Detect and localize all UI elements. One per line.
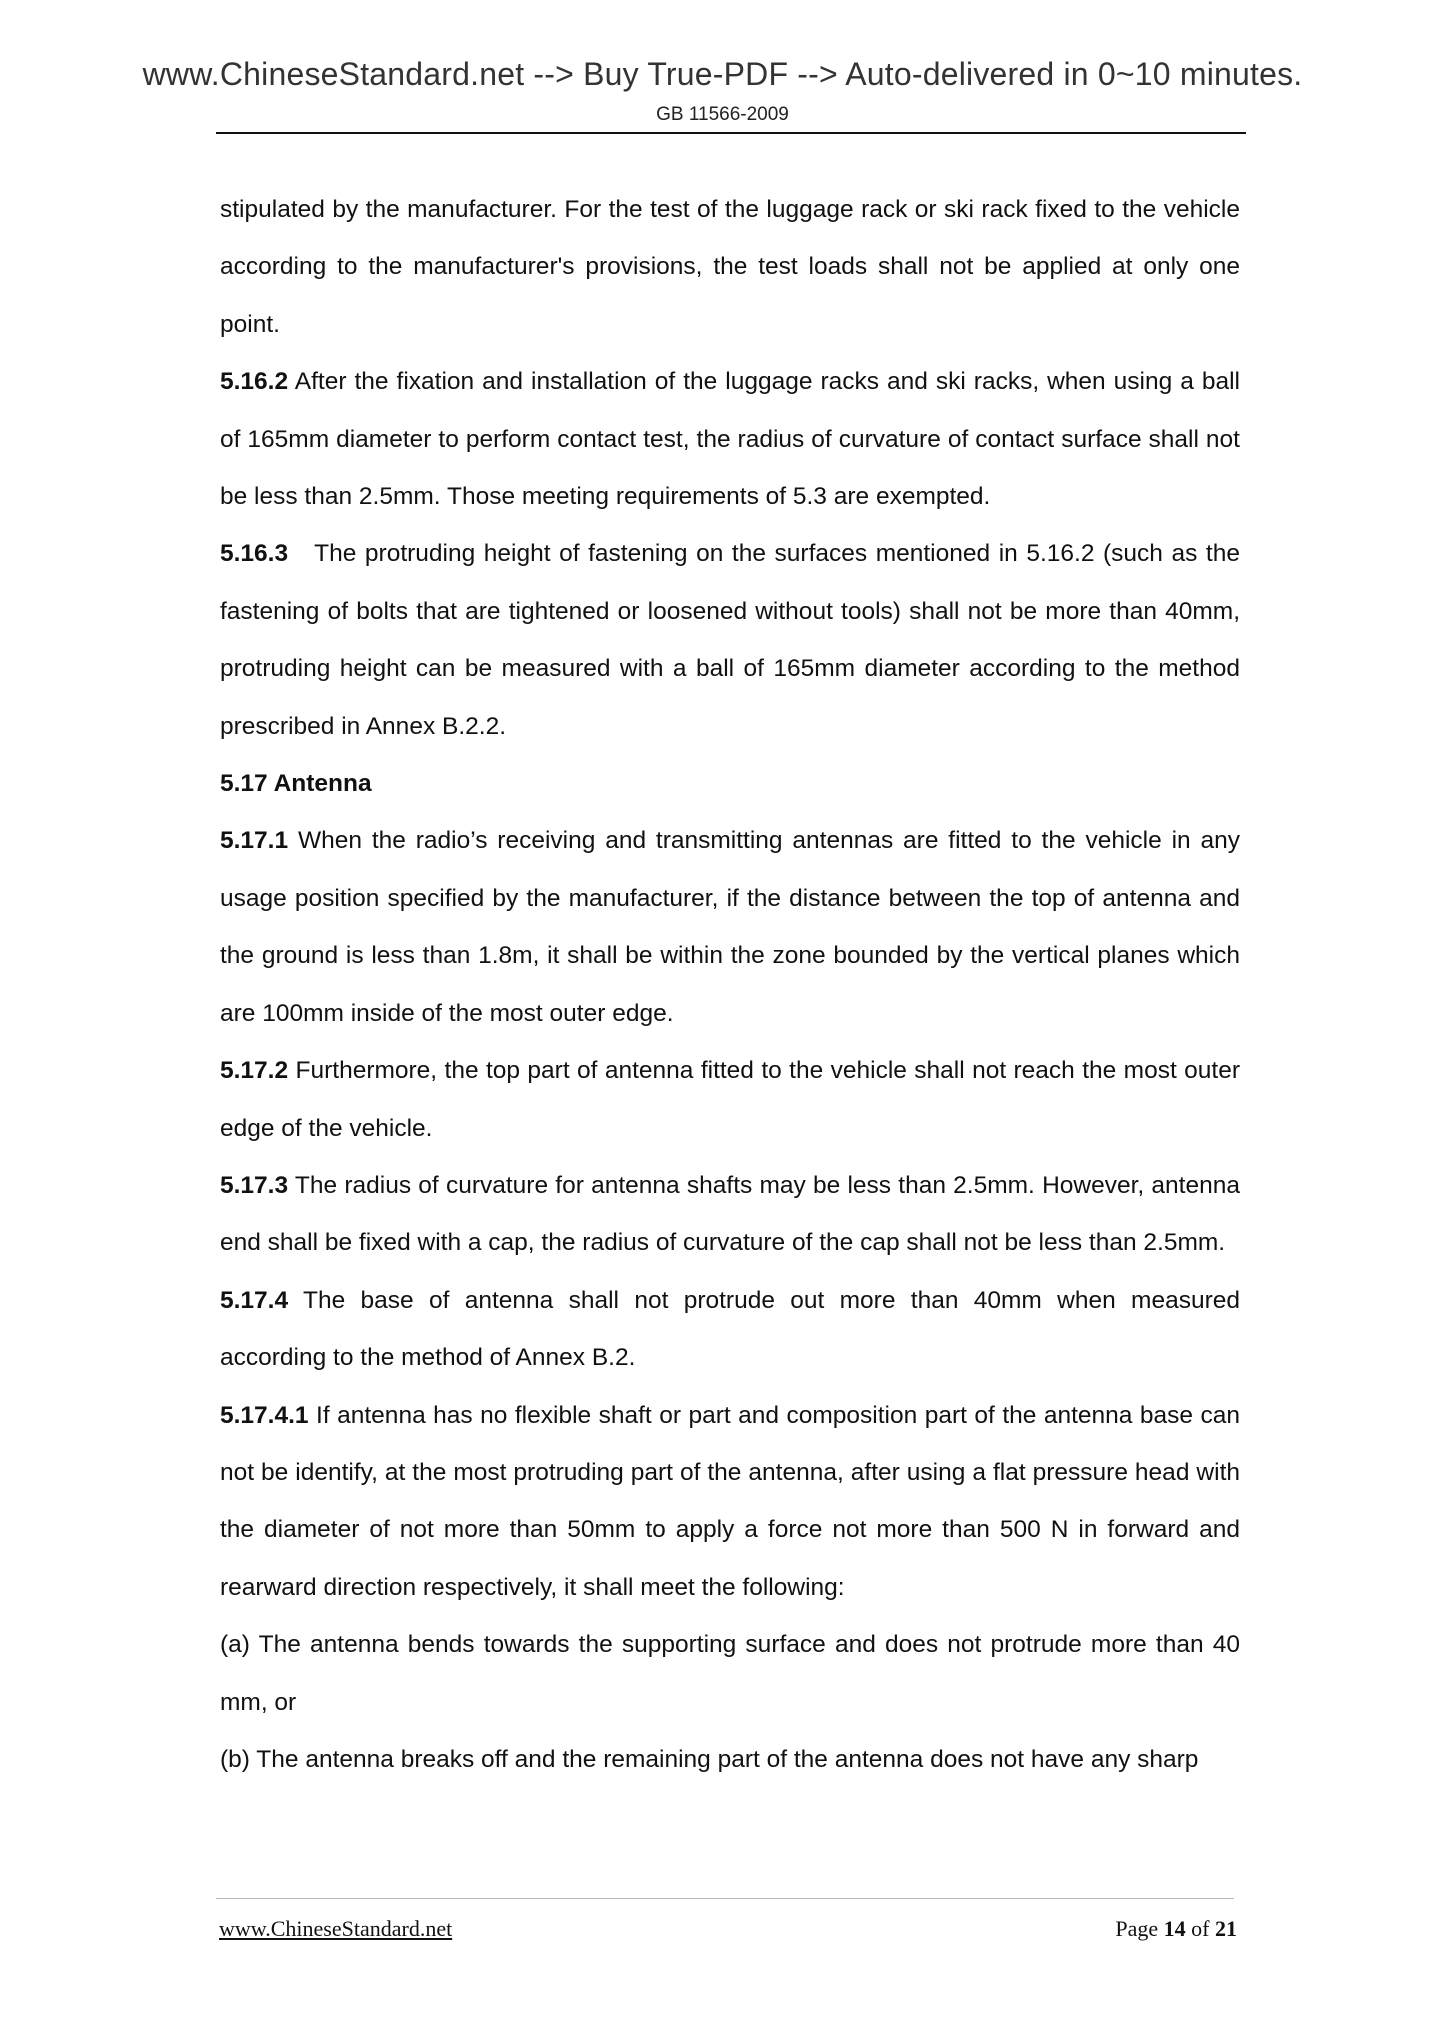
clause-5-17-4: [220, 1272, 1240, 1387]
section-heading-5-17: [220, 755, 1240, 812]
clause-text: The protruding height of fastening on the surfaces mentioned in 5.16.2 (such as the fastening of bolts that are tightened or loosened without tools) shall not be more than 40mm, protruding height can be measured with a ball of 165mm diameter according to the method prescribed in Annex B.2.2.: [220, 540, 1240, 740]
clause-text: After the fixation and installation of the luggage racks and ski racks, when using a ball of 165mm diameter to perform contact test, the radius of curvature of contact surface shall not be less than 2.5mm. Those meeting requirements of 5.3 are exempted.: [220, 368, 1240, 511]
site-banner[interactable]: www.ChineseStandard.net --> Buy True-PDF --> Auto-delivered in 0~10 minutes.: [142, 56, 1303, 92]
clause-text: The radius of curvature for antenna shafts may be less than 2.5mm. However, antenna end shall be fixed with a cap, the radius of curvature of the cap shall not be less than 2.5mm.: [220, 1171, 1240, 1257]
standard-code: GB 11566-2009: [656, 104, 789, 125]
clause-text: Furthermore, the top part of antenna fitted to the vehicle shall not reach the most outer edge of the vehicle.: [220, 1057, 1240, 1142]
clause-5-16-3: [220, 525, 1240, 755]
clause-text: When the radio’s receiving and transmitting antennas are fitted to the vehicle in any usage position specified by the manufacturer, if the distance between the top of antenna and the ground is less than 1.8m, it shall be within the zone bounded by the vertical planes which are 100mm inside of the most outer edge.: [220, 827, 1240, 1027]
clause-number: 5.16.3: [220, 540, 289, 568]
page-of: of: [1191, 1916, 1210, 1941]
document-body: [220, 181, 1240, 1788]
page-current: 14: [1163, 1916, 1186, 1941]
clause-5-17-1: [220, 812, 1240, 1042]
clause-number: 5.17.3: [220, 1171, 289, 1199]
page-indicator: [1115, 1916, 1237, 1942]
clause-5-17-3: [220, 1157, 1240, 1272]
list-item-b: [220, 1731, 1240, 1788]
clause-5-17-4-1: [220, 1387, 1240, 1617]
clause-number: 5.17.4: [220, 1286, 289, 1314]
paragraph-text: stipulated by the manufacturer. For the test of the luggage rack or ski rack fixed to the vehicle according to the manufacturer's provisions, the test loads shall not be applied at only one point.: [220, 196, 1240, 338]
section-heading-text: 5.17 Antenna: [220, 770, 372, 798]
page-total: 21: [1215, 1916, 1237, 1941]
clause-number: 5.17.2: [220, 1057, 289, 1085]
clause-5-16-2: [220, 353, 1240, 525]
page-label: Page: [1115, 1916, 1159, 1941]
list-item-text: (a) The antenna bends towards the supporting surface and does not protrude more than 40 mm, or: [220, 1631, 1240, 1716]
clause-number: 5.17.4.1: [220, 1401, 309, 1429]
footer-divider: [216, 1898, 1234, 1899]
clause-text: The base of antenna shall not protrude out more than 40mm when measured according to the method of Annex B.2.: [220, 1286, 1240, 1372]
clause-5-17-2: [220, 1042, 1240, 1157]
list-item-a: [220, 1616, 1240, 1731]
clause-text: If antenna has no flexible shaft or part and composition part of the antenna base can not be identify, at the most protruding part of the antenna, after using a flat pressure head with the diameter of not more than 50mm to apply a force not more than 500 N in forward and rearward direction respectively, it shall meet the following:: [220, 1401, 1240, 1601]
footer-site-link[interactable]: www.ChineseStandard.net: [219, 1916, 453, 1941]
clause-number: 5.17.1: [220, 827, 289, 855]
list-item-text: (b) The antenna breaks off and the remaining part of the antenna does not have any sharp: [220, 1745, 1199, 1773]
header-divider: [216, 132, 1246, 134]
paragraph-continuation: [220, 181, 1240, 353]
clause-number: 5.16.2: [220, 368, 289, 396]
